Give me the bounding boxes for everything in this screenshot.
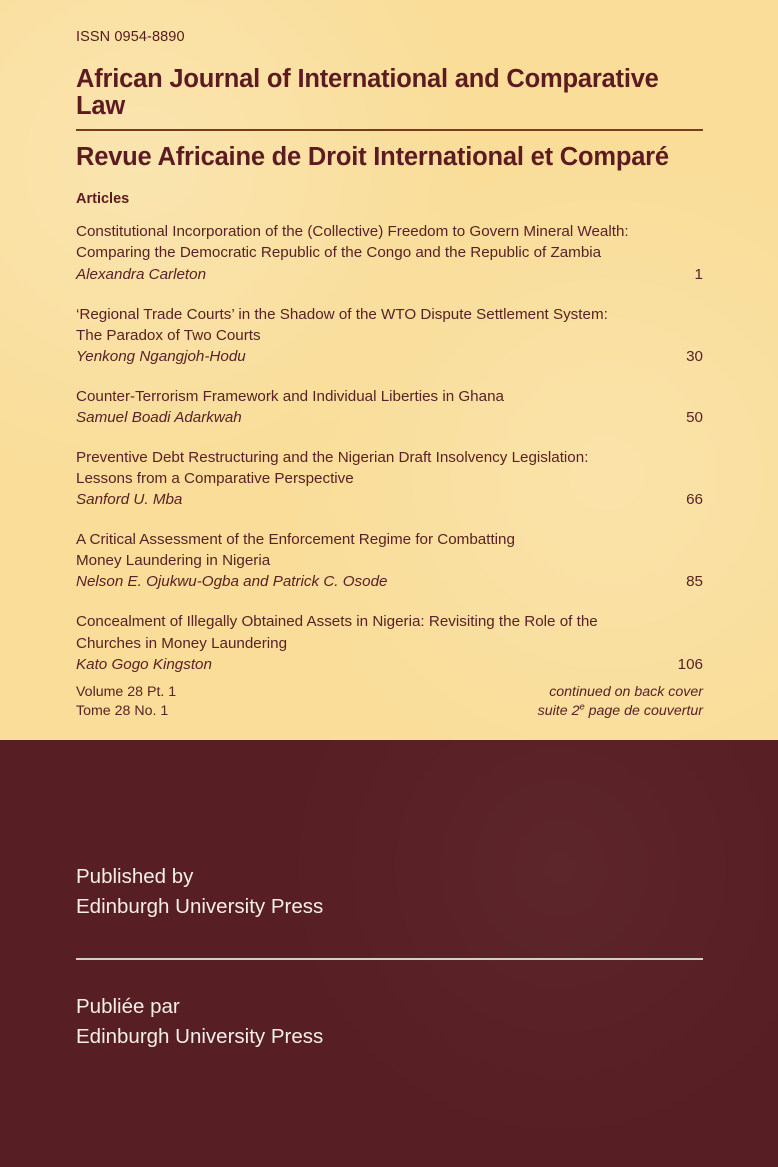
issue-row-english [76,684,703,703]
journal-title-english: African Journal of International and Comparative Law [76,65,659,120]
article-page-number: 66 [686,491,703,509]
article-title [76,611,676,653]
publisher-english [76,862,703,922]
article-author: Samuel Boadi Adarkwah [76,408,242,426]
article-title-line: Constitutional Incorporation of the (Collective) Freedom to Govern Mineral Wealth: [76,223,629,241]
toc-entry [76,386,703,428]
article-title-line: Money Laundering in Nigeria [76,552,271,570]
volume-label-french: Tome 28 No. 1 [76,703,169,719]
publisher-french [76,992,703,1052]
article-page-number: 1 [694,265,703,283]
publisher-name-french: Edinburgh University Press [76,1024,324,1048]
article-title-line: The Paradox of Two Courts [76,326,261,344]
cover-bottom-panel [0,740,778,1167]
article-title-line: ‘Regional Trade Courts’ in the Shadow of the WTO Dispute Settlement System: [76,305,608,323]
issn-number: ISSN 0954-8890 [76,29,185,45]
article-author-row [76,489,703,510]
article-author: Sanford U. Mba [76,491,183,509]
article-title [76,221,676,263]
article-title [76,447,676,489]
article-title-line: Churches in Money Laundering [76,634,288,652]
issue-designation-block [76,684,703,722]
article-author-row [76,407,703,428]
article-author-row [76,654,703,675]
contents-section-heading: Articles [76,191,130,208]
toc-entry [76,304,703,367]
article-title [76,529,676,571]
article-title-line: Lessons from a Comparative Perspective [76,470,354,488]
article-title-line: Concealment of Illegally Obtained Assets in Nigeria: Revisiting the Role of the [76,613,598,631]
issue-row-french [76,700,703,722]
title-divider-rule [76,129,703,131]
toc-entry [76,221,703,284]
article-page-number: 106 [677,655,703,673]
article-author: Yenkong Ngangjoh-Hodu [76,347,246,365]
continued-note-french [537,700,703,719]
article-page-number: 30 [686,347,703,365]
toc-entry [76,529,703,592]
publiee-par-label: Publiée par [76,994,180,1018]
article-title [76,304,676,346]
publisher-name-english: Edinburgh University Press [76,895,324,919]
table-of-contents [76,221,703,674]
publisher-block [76,740,703,1052]
article-title-line: Comparing the Democratic Republic of the Congo and the Republic of Zambia [76,244,602,262]
article-author: Alexandra Carleton [76,265,207,283]
article-author-row [76,571,703,592]
article-page-number: 50 [686,408,703,426]
volume-label-english: Volume 28 Pt. 1 [76,684,177,700]
continued-note-french-after: page de couvertur [584,703,703,719]
article-author: Nelson E. Ojukwu-Ogba and Patrick C. Osode [76,573,388,591]
article-page-number: 85 [686,573,703,591]
toc-entry [76,611,703,674]
continued-note-english: continued on back cover [549,684,703,700]
published-by-label: Published by [76,865,194,888]
article-title-line: Counter-Terrorism Framework and Individual Liberties in Ghana [76,387,504,405]
journal-title-french: Revue Africaine de Droit International et Comparé [76,142,669,171]
toc-entry [76,447,703,510]
continued-note-french-ordinal: e [579,700,585,712]
article-author: Kato Gogo Kingston [76,655,212,673]
article-title-line: Preventive Debt Restructuring and the Nigerian Draft Insolvency Legislation: [76,448,589,466]
article-title-line: A Critical Assessment of the Enforcement Regime for Combatting [76,531,515,549]
cover-top-content [76,0,703,675]
article-author-row [76,346,703,367]
article-author-row [76,264,703,285]
continued-note-french-before: suite 2 [537,703,580,719]
article-title [76,386,676,407]
publisher-divider-rule [76,958,703,960]
